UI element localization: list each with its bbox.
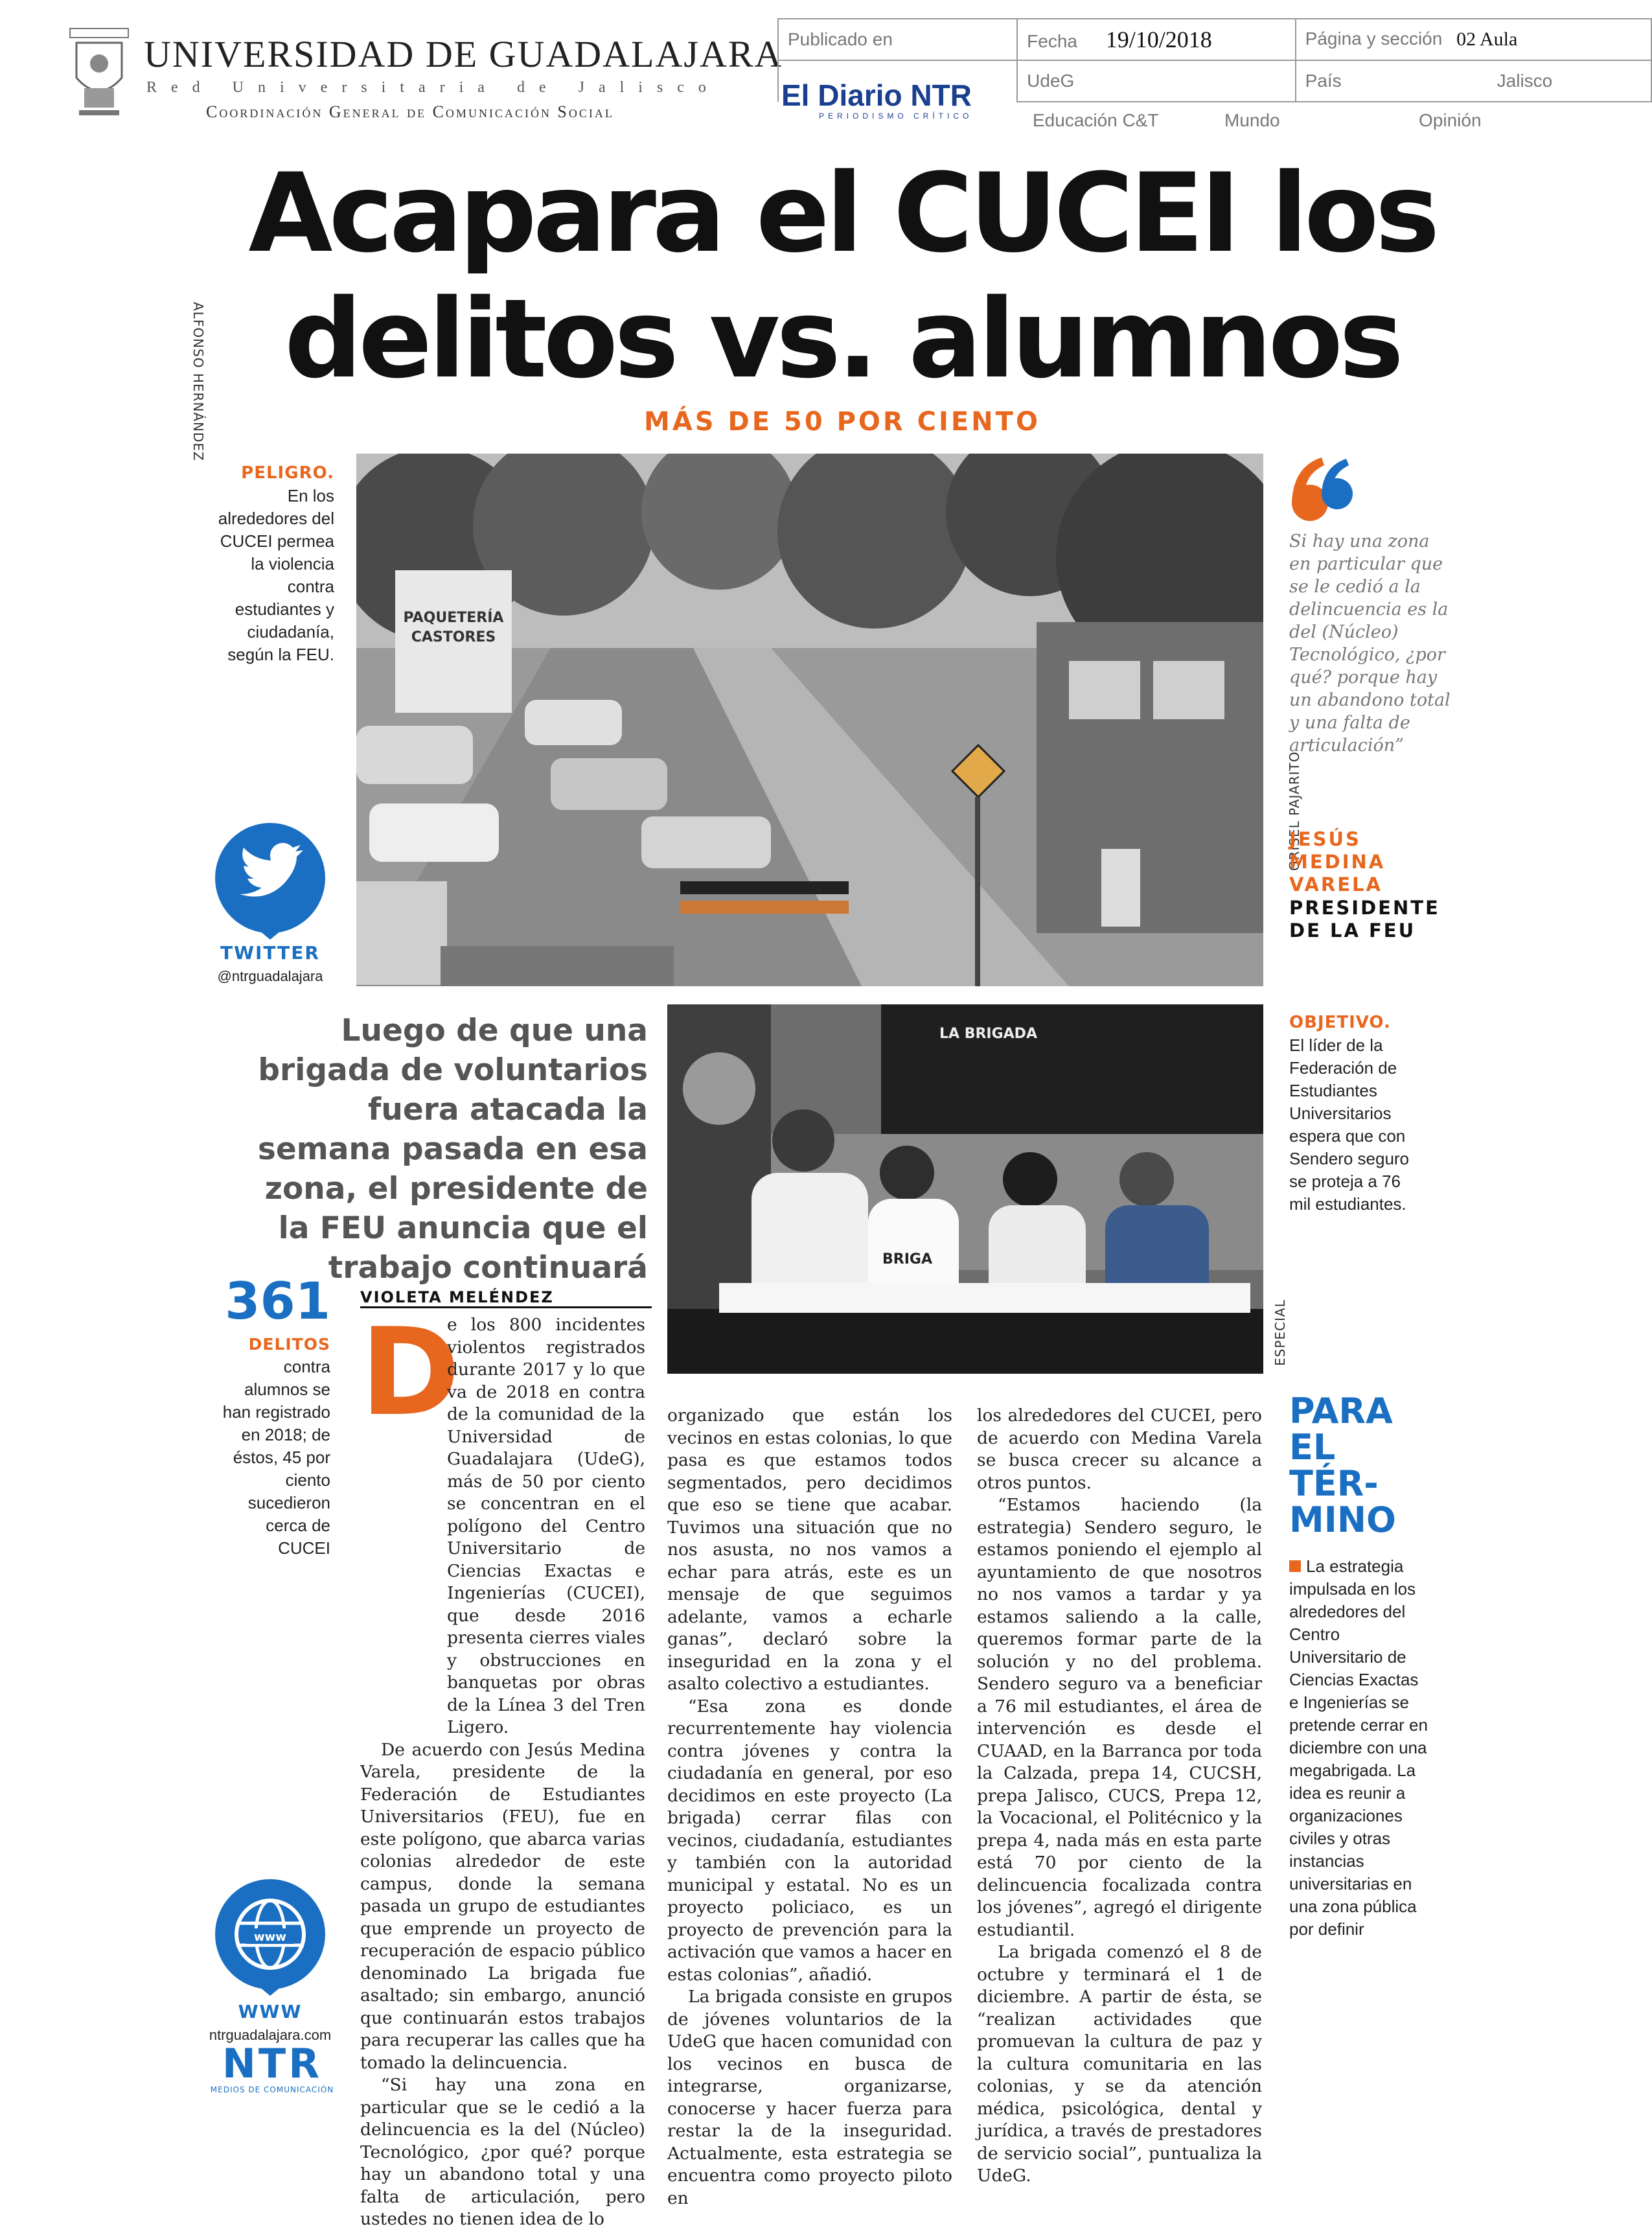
page-value: 02 Aula xyxy=(1456,29,1518,50)
col2-para-3: La brigada consiste en grupos de jóvenes voluntarios de la UdeG que hacen comunidad con los vecinos en busca de integrarse, organizarse, conocerse y hacer fuerza para restar la de la inseguridad. Actualmente, esta estrategia se encuentra como proyecto piloto en xyxy=(667,1987,952,2208)
body-column-2 xyxy=(667,1405,952,2210)
truck-sign-1: PAQUETERÍA xyxy=(403,610,504,626)
section-mundo: Mundo xyxy=(1224,110,1280,130)
shirt-label: BRIGA xyxy=(882,1251,932,1267)
date-value: 19/10/2018 xyxy=(1105,27,1212,52)
headline-line-2: delitos vs. alumnos xyxy=(284,275,1401,402)
section-pais-jalisco xyxy=(1296,60,1651,102)
photo1-credit: GRISEL PAJARITO xyxy=(1287,751,1302,871)
photo1-caption-text: En los alrededores del CUCEI permea la violencia contra estudiantes y ciudadanía, según la FEU. xyxy=(218,486,334,664)
ntr-brand-name: NTR xyxy=(222,2040,322,2087)
udg-crest-icon xyxy=(65,26,133,123)
kicker: MÁS DE 50 POR CIENTO xyxy=(644,407,1040,437)
date-cell xyxy=(1017,19,1295,60)
col1-para-3: “Si hay una zona en particular que se le cedió a la delincuencia es la del (Núcleo) Tecnológico, ¿por qué? porque hay un abandono total y una falta de articulación, pero ustedes no tienen idea de lo xyxy=(360,2075,645,2229)
section-udeg: UdeG xyxy=(1017,60,1295,102)
web-label: WWW xyxy=(238,2001,303,2022)
pull-quote-text: Si hay una zona en particular que se le cedió a la delincuencia es la del (Núcleo) Tecnológico, ¿por qué? porque hay un abandono total y una falta de articulación” xyxy=(1289,531,1451,756)
quote-mark-icon xyxy=(1291,454,1355,525)
sidebar-bullet-icon xyxy=(1289,1560,1301,1572)
section-pais: País xyxy=(1305,71,1342,91)
sidebar-body: La estrategia impulsada en los alrededores del Centro Universitario de Ciencias Exactas e Ingenierías se pretende cerrar en diciembre con una megabrigada. La idea es reunir a organizaciones civiles y otras instancias universitarias en una zona pública por definir xyxy=(1289,1556,1428,1939)
body-column-1 xyxy=(360,1302,645,2231)
photo1-caption-lead: PELIGRO. xyxy=(241,463,334,483)
deck: Luego de que una brigada de voluntarios fuera atacada la semana pasada en esa zona, el presidente de la FEU anuncia que el trabajo continuará xyxy=(257,1013,648,1286)
truck-sign-2: CASTORES xyxy=(411,629,496,645)
press-conference-photo xyxy=(667,1004,1263,1374)
ntr-brand xyxy=(201,2042,343,2094)
section-educacion: Educación C&T xyxy=(1033,110,1159,130)
date-label: Fecha xyxy=(1027,31,1077,51)
street-traffic-photo xyxy=(356,454,1263,986)
globe-text: www xyxy=(254,1930,286,1944)
page-cell xyxy=(1296,19,1651,60)
pull-quote-name: JESÚS MEDINA VARELA xyxy=(1289,828,1386,896)
body-column-3 xyxy=(977,1405,1262,2188)
university-network: Red Universitaria de Jalisco xyxy=(146,79,720,96)
col1-para-2: De acuerdo con Jesús Medina Varela, presidente de la Federación de Estudiantes Universitarios (FEU), fue en este polígono, que abarca varias colonias alrededor de este campus, donde la semana pasada un grupo de estudiantes que emprende un proyecto de recuperación de espacio público denominado La brigada fue asaltado; sin embargo, anunció que continuarán estos trabajos para recuperar las calles que ha tomado la delincuencia. xyxy=(360,1739,645,2073)
photo2-caption-text: El líder de la Federación de Estudiantes Universitarios espera que con Sendero seguro se proteja a 76 mil estudiantes. xyxy=(1289,1035,1410,1214)
ntr-brand-sub: MEDIOS DE COMUNICACIÓN xyxy=(210,2085,334,2094)
photo1-caption xyxy=(207,461,334,666)
twitter-handle[interactable]: @ntrguadalajara xyxy=(217,968,323,984)
web-url[interactable]: ntrguadalajara.com xyxy=(209,2027,332,2043)
photo2-credit: ESPECIAL xyxy=(1272,1299,1288,1366)
university-name: UNIVERSIDAD DE GUADALAJARA xyxy=(144,33,783,75)
col1-para-1-start: e los 800 incidentes violentos registrados durante 2017 y lo que va de 2018 en contra de la comunidad de la Universidad de Guadalajara (UdeG), más de 50 por ciento se concentran en el polígono del Centro Universitario de Ciencias Exactas e Ingenierías (CUCEI), que desde 2016 presenta cierres viales y obstrucciones en banquetas por obras de la Línea 3 del Tren Ligero. xyxy=(447,1315,645,1737)
stat-label: DELITOS xyxy=(248,1335,330,1354)
page-label: Página y sección xyxy=(1305,29,1443,49)
col2-para-1: organizado que están los vecinos en estas colonias, lo que pasa es que estamos todos segmentados, pero decidimos que eso se tiene que acabar. Tuvimos una situación que no nos asusta, no nos vamos a echar para atrás, este es un mensaje de que seguimos adelante, vamos a echarle ganas”, declaró sobre la inseguridad en la zona y el asalto colectivo a estudiantes. xyxy=(667,1405,952,1694)
sidebar-text xyxy=(1289,1555,1429,1941)
drop-cap: D xyxy=(360,1302,461,1442)
stat-number: 361 xyxy=(225,1273,330,1331)
twitter-label: TWITTER xyxy=(220,942,320,964)
col3-para-3: La brigada comenzó el 8 de octubre y terminará el 1 de diciembre. A partir de ésta, se “realizan actividades que promuevan la cultura de paz y la cultura comunitaria en las colonias, y se da atención médica, psicológica, dental y jurídica, a través de prestadores de servicio social”, puntualiza la UdeG. xyxy=(977,1942,1262,2186)
twitter-icon[interactable] xyxy=(214,822,327,940)
section-jalisco: Jalisco xyxy=(1497,71,1553,91)
newspaper-tagline: PERIODISMO CRÍTICO xyxy=(819,111,973,121)
pull-quote-role: PRESIDENTE DE LA FEU xyxy=(1289,897,1440,942)
sidebar-title: PARA EL TÉR-MINO xyxy=(1289,1391,1396,1540)
col3-para-2: “Estamos haciendo (la estrategia) Sendero seguro, le estamos poniendo el ejemplo al ayuntamiento de que nosotros no nos vamos a tardar y ya estamos saliendo a la calle, queremos formar parte de la solución y no del problema. Sendero seguro va a beneficiar a 76 mil estudiantes, el área de intervención es desde el CUAAD, en la Barranca por toda la Calzada, prepa 14, CUCSH, prepa Jalisco, CUCS, Prepa 12, la Vocacional, el Politécnico y la prepa 4, nada más en esta parte está 70 por ciento de la delincuencia focalizada contra los jóvenes”, agregó el dirigente estudiantil. xyxy=(977,1495,1262,1940)
headline-photo-credit: ALFONSO HERNÁNDEZ xyxy=(190,302,206,461)
web-globe-icon[interactable] xyxy=(214,1878,327,1996)
col2-para-2: “Esa zona es donde recurrentemente hay violencia contra jóvenes y contra la ciudadanía en general, por eso decidimos en este proyecto (La brigada) cerrar filas con vecinos, ciudadanía, estudiantes y también con la autoridad municipal y estatal. No es un proyecto policiaco, es un proyecto de prevención para la activación que vamos a hacer en estas colonias”, añadió. xyxy=(667,1696,952,1985)
section-opinion: Opinión xyxy=(1419,110,1482,130)
byline: VIOLETA MELÉNDEZ xyxy=(360,1288,652,1308)
headline xyxy=(194,150,1490,402)
photo2-caption xyxy=(1289,1011,1427,1216)
communication-office: Coordinación General de Comunicación Social xyxy=(206,102,614,121)
published-label: Publicado en xyxy=(778,19,1017,60)
headline-line-1: Acapara el CUCEI los xyxy=(248,150,1436,277)
stat-text: contra alumnos se han registrado en 2018; de éstos, 45 por ciento sucedieron cerca de CUCEI xyxy=(222,1357,330,1558)
newspaper-logo: El Diario NTR xyxy=(781,78,972,112)
photo2-caption-lead: OBJETIVO. xyxy=(1289,1013,1391,1032)
screen-label: LA BRIGADA xyxy=(939,1026,1037,1042)
col3-para-1: los alrededores del CUCEI, pero de acuerdo con Medina Varela se busca crecer su alcance a otros puntos. xyxy=(977,1405,1262,1493)
